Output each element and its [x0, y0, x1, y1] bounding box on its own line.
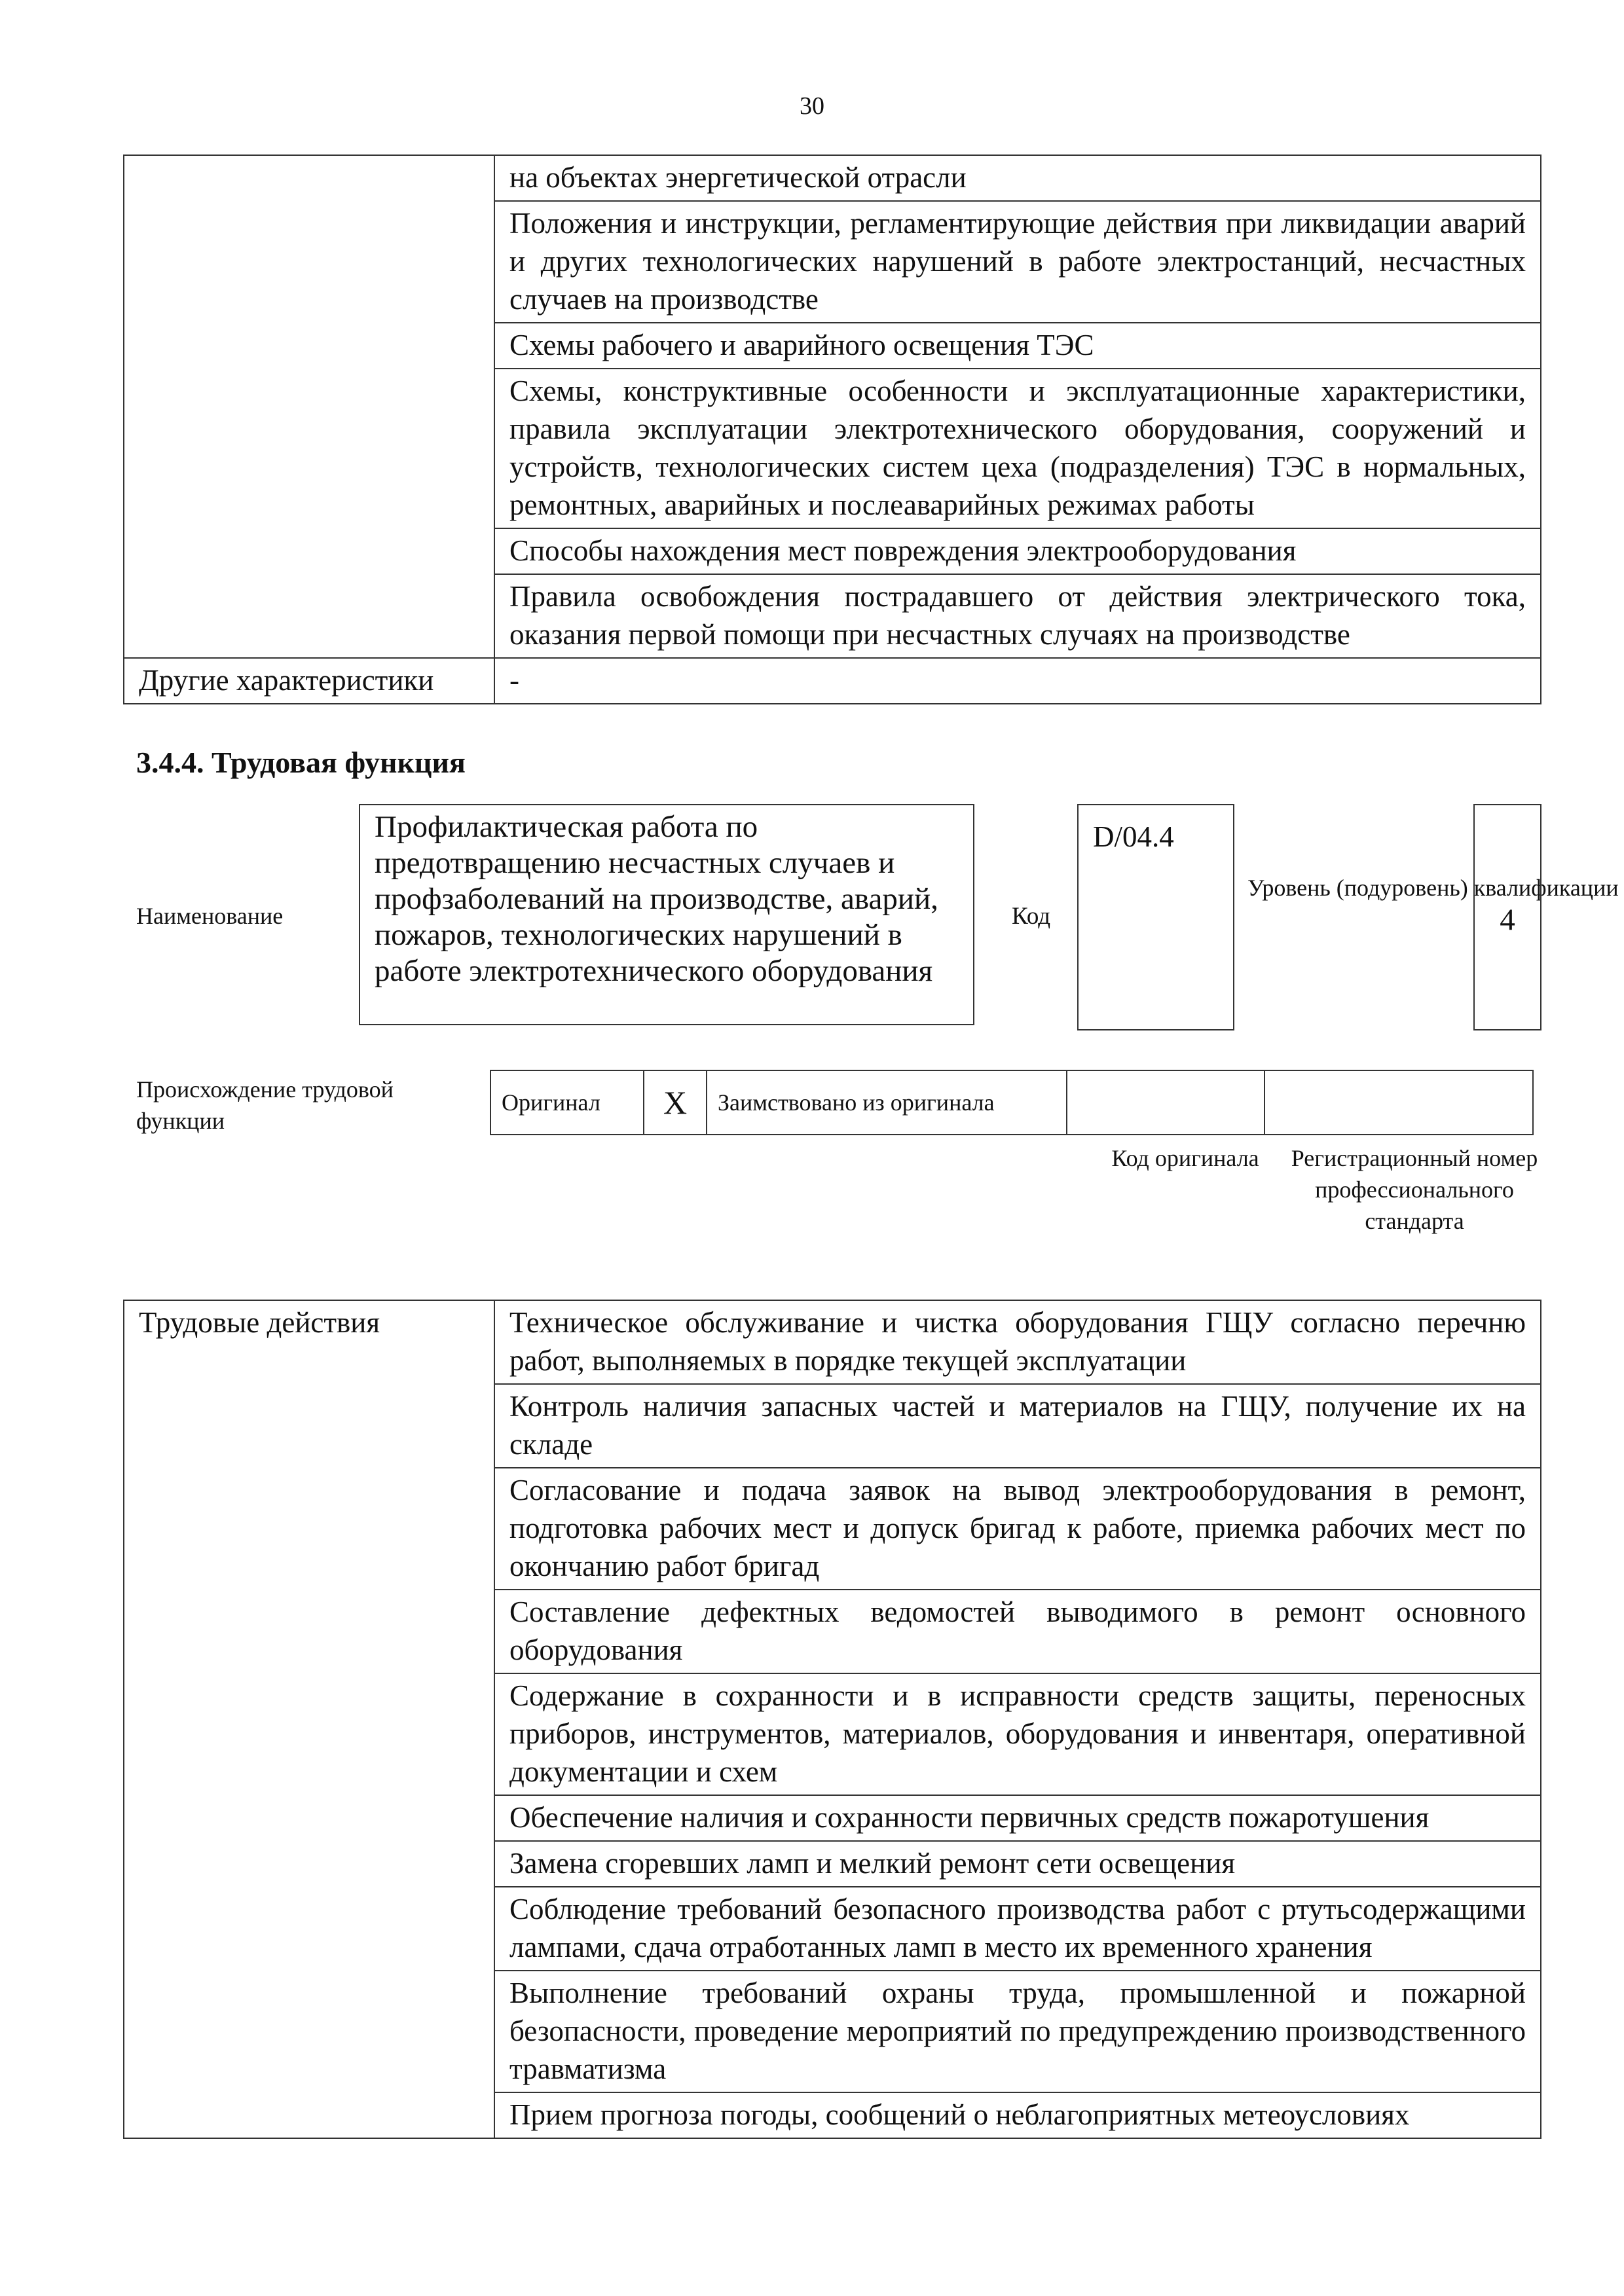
- labor-actions-table: [123, 1300, 1541, 2139]
- qualification-level-box: 4: [1473, 804, 1541, 1030]
- borrowed-cell: Заимствовано из оригинала: [707, 1070, 1067, 1135]
- page-number: 30: [800, 92, 824, 120]
- section-heading: 3.4.4. Трудовая функция: [136, 746, 466, 779]
- original-code-cell: [1067, 1070, 1264, 1135]
- code-label: Код: [1012, 903, 1051, 930]
- labor-action-item: Замена сгоревших ламп и мелкий ремонт сети освещения: [494, 1841, 1541, 1887]
- table-cell: Правила освобождения пострадавшего от действия электрического тока, оказания первой помощи при несчастных случаях на производстве: [494, 574, 1541, 658]
- labor-action-item: Составление дефектных ведомостей выводимого в ремонт основного оборудования: [494, 1590, 1541, 1673]
- labor-action-item: Соблюдение требований безопасного производства работ с ртутьсодержащими лампами, сдача отработанных ламп в место их временного хранения: [494, 1887, 1541, 1971]
- origin-table: [490, 1070, 1534, 1135]
- labor-action-item: Содержание в сохранности и в исправности средств защиты, переносных приборов, инструментов, материалов, оборудования и инвентаря, оперативной документации и схем: [494, 1673, 1541, 1795]
- labor-action-item: Выполнение требований охраны труда, промышленной и пожарной безопасности, проведение мероприятий по предупреждению производственного травматизма: [494, 1971, 1541, 2092]
- table-cell: Положения и инструкции, регламентирующие действия при ликвидации аварий и других технологических нарушений в работе электростанций, несчастных случаев на производстве: [494, 201, 1541, 323]
- other-characteristics-label: Другие характеристики: [124, 658, 494, 704]
- table-cell: на объектах энергетической отрасли: [494, 155, 1541, 201]
- labor-actions-label: Трудовые действия: [124, 1300, 494, 2138]
- empty-label-cell: [124, 155, 494, 658]
- original-cell: Оригинал: [490, 1070, 644, 1135]
- registration-number-caption: Регистрационный номер профессионального стандарта: [1291, 1145, 1538, 1234]
- other-characteristics-value: -: [494, 658, 1541, 704]
- labor-action-item: Обеспечение наличия и сохранности первичных средств пожаротушения: [494, 1795, 1541, 1841]
- table-cell: Способы нахождения мест повреждения электрооборудования: [494, 528, 1541, 574]
- knowledge-table-continued: [123, 155, 1541, 704]
- labor-action-item: Прием прогноза погоды, сообщений о неблагоприятных метеоусловиях: [494, 2092, 1541, 2138]
- qualification-level-label: Уровень (подуровень) квалификации: [1247, 875, 1619, 901]
- labor-action-item: Контроль наличия запасных частей и материалов на ГЩУ, получение их на складе: [494, 1384, 1541, 1468]
- name-label: Наименование: [136, 903, 284, 929]
- labor-action-item: Согласование и подача заявок на вывод электрооборудования в ремонт, подготовка рабочих мест и допуск бригад к работе, приемка рабочих мест по окончанию работ бригад: [494, 1468, 1541, 1590]
- table-cell: Схемы рабочего и аварийного освещения ТЭС: [494, 323, 1541, 369]
- function-name-box: Профилактическая работа по предотвращению несчастных случаев и профзаболеваний на производстве, аварий, пожаров, технологических нарушений в работе электротехнического оборудования: [359, 804, 974, 1025]
- code-value-box: D/04.4: [1077, 804, 1234, 1030]
- labor-action-item: Техническое обслуживание и чистка оборудования ГЩУ согласно перечню работ, выполняемых в порядке текущей эксплуатации: [494, 1300, 1541, 1384]
- table-cell: Схемы, конструктивные особенности и эксплуатационные характеристики, правила эксплуатации электротехнического оборудования, сооружений и устройств, технологических систем цеха (подразделения) ТЭС в нормальных, ремонтных, аварийных и послеаварийных режимах работы: [494, 369, 1541, 528]
- origin-label: Происхождение трудовой функции: [136, 1076, 394, 1134]
- original-code-caption: Код оригинала: [1111, 1145, 1259, 1171]
- registration-number-cell: [1264, 1070, 1533, 1135]
- original-mark: X: [644, 1070, 707, 1135]
